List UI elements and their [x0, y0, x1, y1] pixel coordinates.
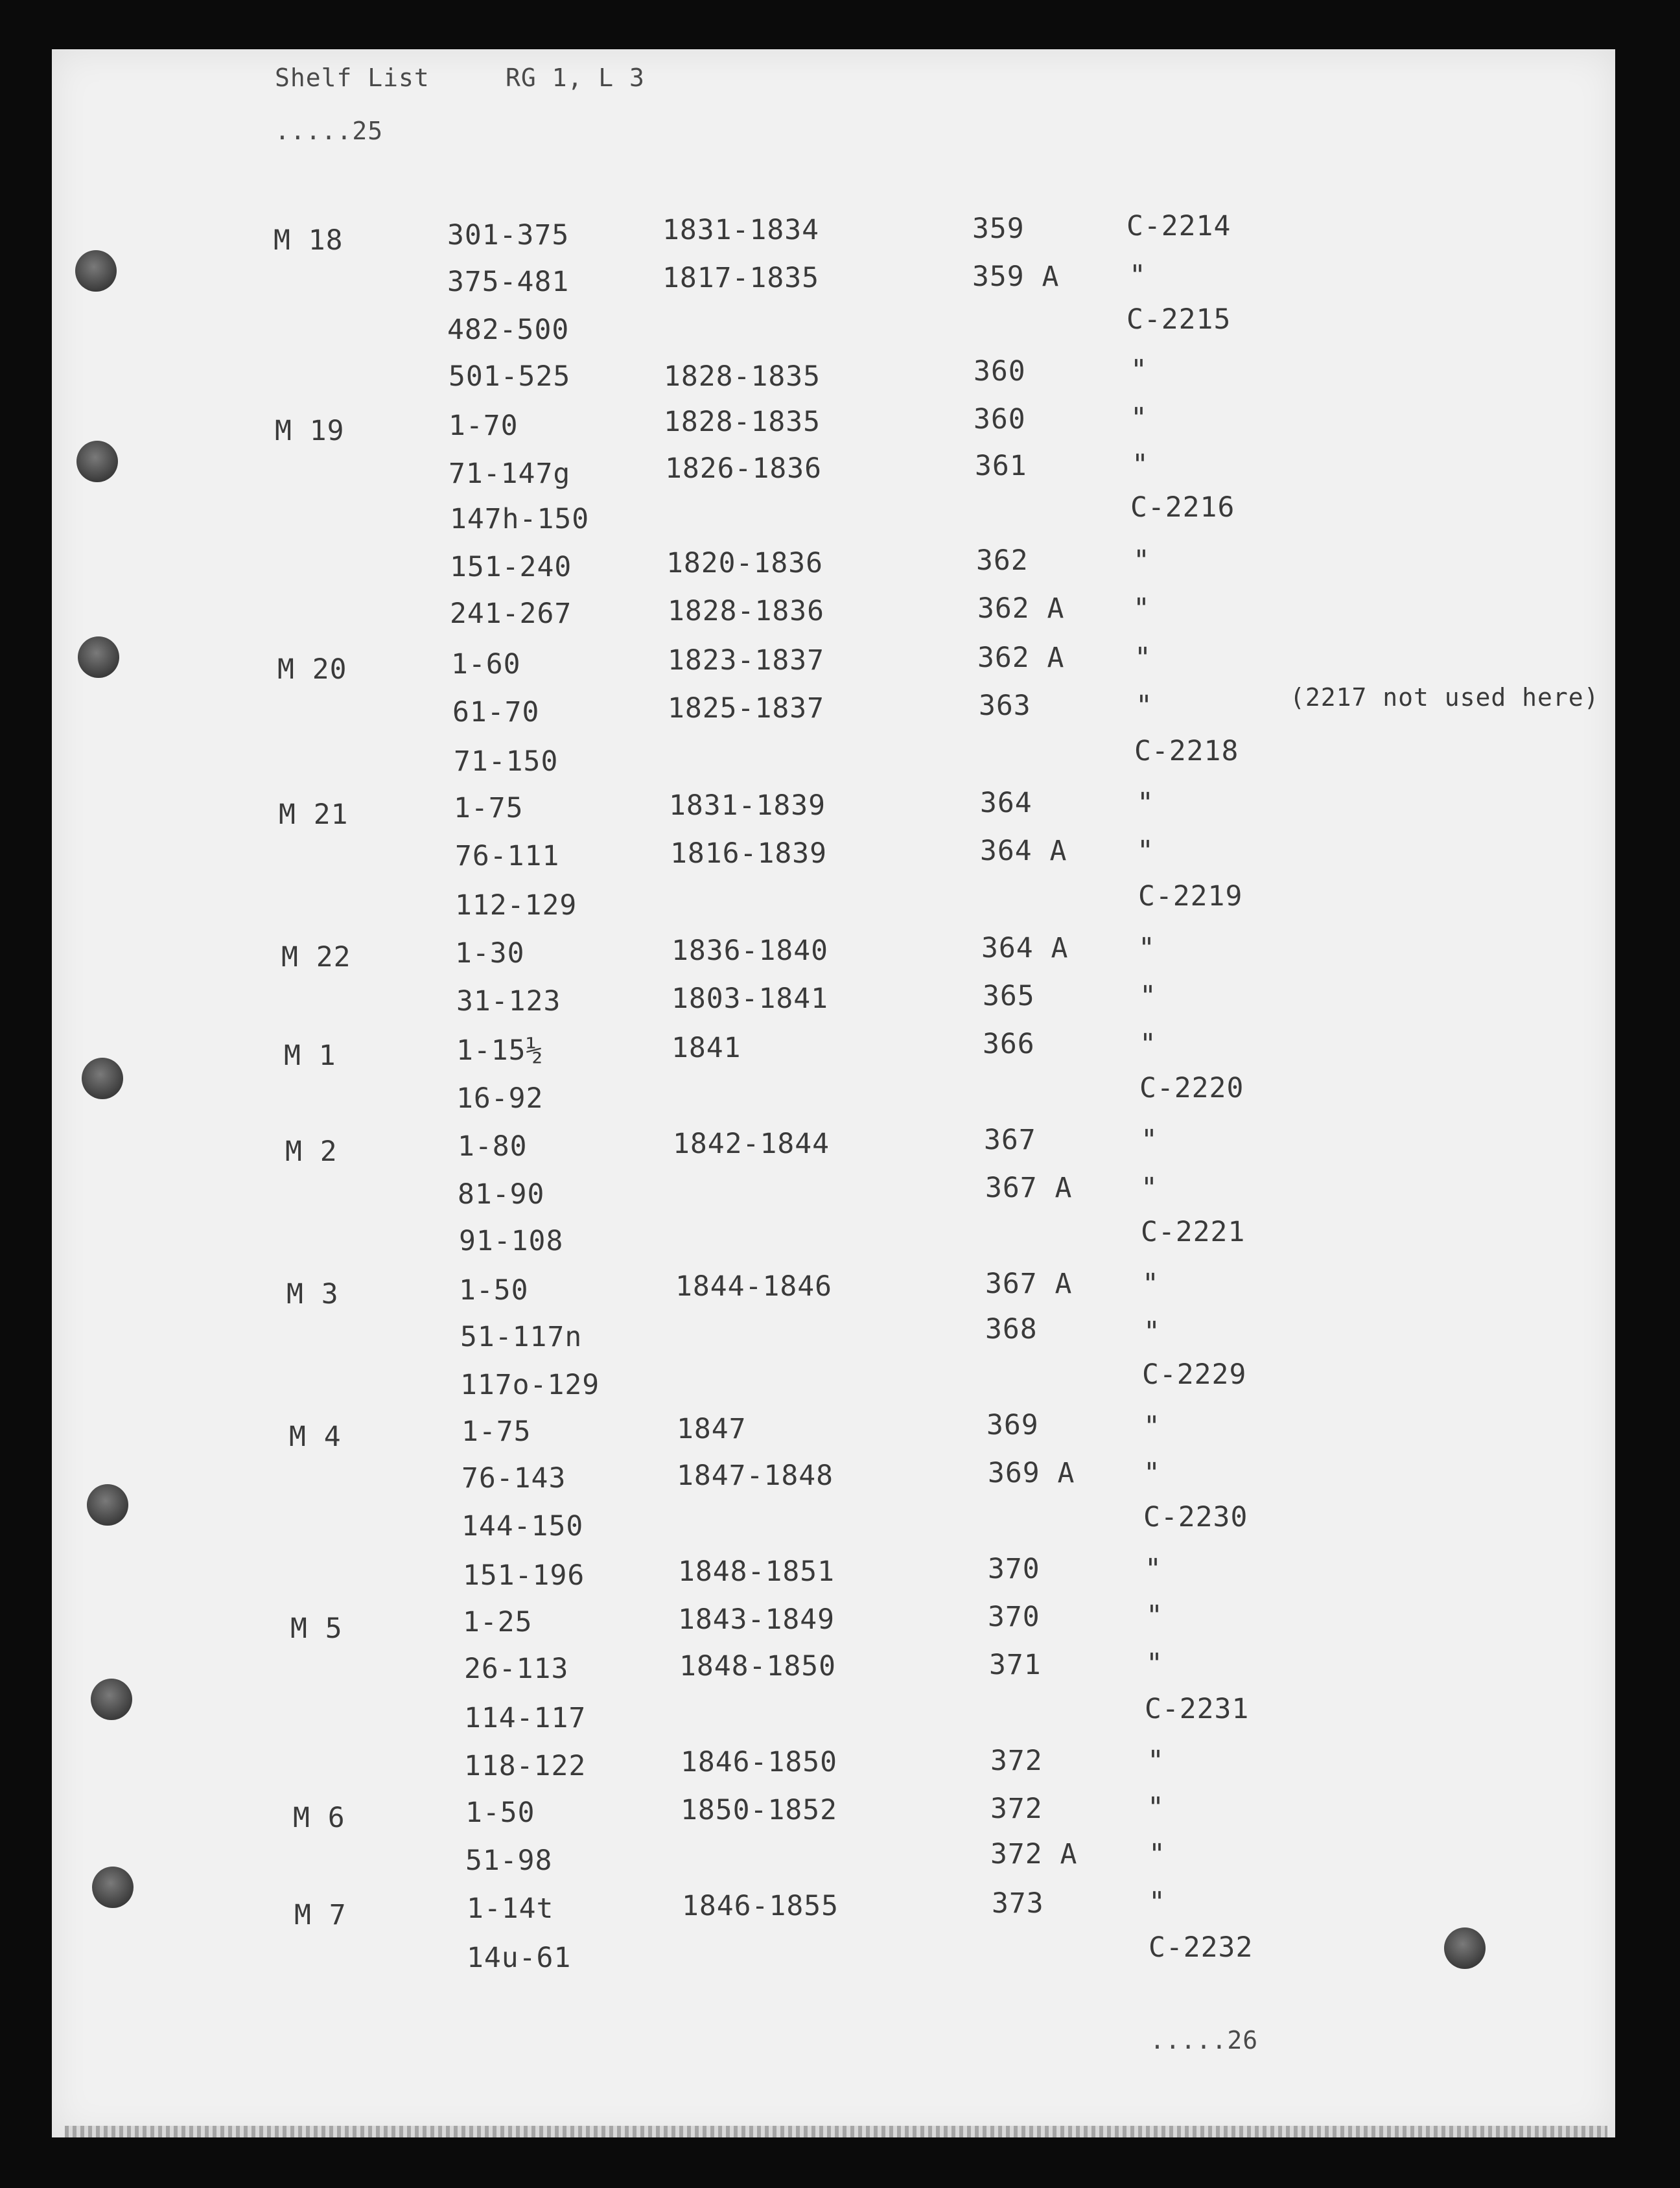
row-9-code: ": [1134, 642, 1152, 674]
row-26-dates: 1847-1848: [677, 1460, 834, 1492]
row-33-code: ": [1147, 1791, 1165, 1824]
record-group-label: RG 1, L 3: [506, 64, 645, 92]
row-8-dates: 1828-1836: [668, 595, 824, 627]
row-8-range: 241-267: [450, 598, 572, 630]
row-13-volume: 364 A: [980, 835, 1068, 867]
row-28-volume: 370: [988, 1553, 1040, 1585]
row-4-range: 1-70: [449, 410, 519, 442]
row-27-code: C-2230: [1143, 1501, 1248, 1533]
row-12-range: 1-75: [454, 792, 524, 824]
row-3-dates: 1828-1835: [664, 360, 821, 393]
row-10-code: ": [1136, 690, 1153, 722]
row-17-volume: 366: [983, 1028, 1035, 1060]
row-29-range: 1-25: [463, 1606, 533, 1638]
punch-hole-1: [75, 250, 117, 292]
row-25-range: 1-75: [461, 1415, 531, 1448]
row-30-volume: 371: [989, 1649, 1042, 1681]
row-2-range: 482-500: [447, 314, 570, 346]
punch-hole-3: [78, 636, 119, 678]
punch-hole-4: [82, 1058, 123, 1099]
punch-hole-2: [76, 441, 118, 482]
row-25-series: M 4: [289, 1421, 342, 1453]
row-22-range: 1-50: [459, 1274, 529, 1307]
row-16-volume: 365: [983, 980, 1035, 1012]
row-14-code: C-2219: [1138, 880, 1243, 913]
row-34-range: 51-98: [465, 1845, 553, 1877]
row-18-range: 16-92: [456, 1082, 544, 1115]
row-7-volume: 362: [976, 544, 1029, 577]
row-36-range: 14u-61: [467, 1942, 572, 1974]
row-0-volume: 359: [972, 213, 1025, 245]
row-26-code: ": [1143, 1457, 1161, 1489]
row-27-range: 144-150: [461, 1510, 584, 1542]
row-15-range: 1-30: [455, 937, 525, 970]
row-21-range: 91-108: [459, 1225, 564, 1257]
row-25-dates: 1847: [677, 1413, 747, 1445]
row-34-code: ": [1149, 1838, 1166, 1870]
page-ref-top: .....25: [275, 117, 384, 145]
row-3-range: 501-525: [449, 360, 571, 393]
row-3-code: ": [1130, 354, 1148, 386]
row-19-series: M 2: [285, 1135, 338, 1168]
row-0-code: C-2214: [1126, 210, 1231, 242]
row-10-dates: 1825-1837: [668, 692, 824, 725]
row-13-range: 76-111: [455, 840, 560, 872]
row-20-code: ": [1141, 1172, 1158, 1204]
row-19-code: ": [1141, 1124, 1158, 1156]
row-15-series: M 22: [281, 941, 351, 973]
punch-hole-8: [1444, 1927, 1486, 1969]
punch-hole-5: [87, 1484, 128, 1526]
row-0-series: M 18: [274, 224, 344, 257]
row-19-range: 1-80: [458, 1130, 528, 1163]
row-29-series: M 5: [290, 1612, 343, 1645]
row-28-code: ": [1145, 1553, 1162, 1585]
scan-edge: [65, 2126, 1607, 2137]
row-33-volume: 372: [990, 1793, 1043, 1825]
row-29-dates: 1843-1849: [678, 1603, 835, 1636]
row-24-range: 117o-129: [460, 1369, 600, 1401]
row-20-volume: 367 A: [985, 1172, 1073, 1204]
row-35-volume: 373: [992, 1887, 1044, 1920]
row-29-volume: 370: [988, 1601, 1040, 1633]
punch-hole-7: [92, 1867, 134, 1908]
row-5-volume: 361: [975, 450, 1027, 482]
row-23-range: 51-117n: [460, 1321, 583, 1353]
row-2-code: C-2215: [1126, 303, 1231, 336]
row-32-dates: 1846-1850: [681, 1746, 837, 1778]
row-5-range: 71-147g: [449, 458, 571, 490]
row-30-dates: 1848-1850: [679, 1650, 836, 1682]
row-16-code: ": [1139, 980, 1157, 1012]
row-5-dates: 1826-1836: [665, 452, 822, 485]
row-9-volume: 362 A: [977, 642, 1065, 674]
row-4-code: ": [1130, 402, 1148, 434]
row-22-series: M 3: [286, 1278, 339, 1310]
row-20-range: 81-90: [458, 1178, 545, 1211]
row-10-range: 61-70: [452, 696, 540, 728]
row-33-series: M 6: [293, 1802, 345, 1834]
row-17-dates: 1841: [671, 1032, 741, 1064]
row-9-range: 1-60: [451, 648, 521, 681]
row-13-code: ": [1137, 835, 1154, 867]
row-19-volume: 367: [984, 1124, 1036, 1156]
row-22-code: ": [1142, 1268, 1160, 1300]
row-31-range: 114-117: [464, 1702, 587, 1734]
row-19-dates: 1842-1844: [673, 1128, 830, 1160]
row-3-volume: 360: [974, 355, 1026, 388]
row-35-dates: 1846-1855: [682, 1890, 839, 1922]
row-12-series: M 21: [279, 798, 349, 831]
row-12-volume: 364: [980, 787, 1032, 819]
row-28-dates: 1848-1851: [678, 1555, 835, 1588]
row-34-volume: 372 A: [990, 1838, 1078, 1870]
row-16-range: 31-123: [456, 985, 561, 1018]
row-1-code: ": [1129, 259, 1147, 292]
row-21-code: C-2221: [1141, 1216, 1246, 1248]
row-1-volume: 359 A: [972, 261, 1060, 293]
row-33-dates: 1850-1852: [681, 1794, 837, 1826]
row-31-code: C-2231: [1145, 1693, 1250, 1725]
row-30-code: ": [1146, 1647, 1163, 1680]
row-7-dates: 1820-1836: [666, 547, 823, 579]
row-9-dates: 1823-1837: [668, 644, 824, 677]
note-2217: (2217 not used here): [1290, 683, 1600, 712]
row-23-code: ": [1143, 1316, 1161, 1348]
row-24-code: C-2229: [1142, 1358, 1247, 1391]
row-33-range: 1-50: [465, 1797, 535, 1829]
row-25-code: ": [1143, 1410, 1161, 1443]
row-35-range: 1-14t: [467, 1892, 554, 1925]
row-15-dates: 1836-1840: [671, 935, 828, 967]
row-15-volume: 364 A: [981, 932, 1069, 964]
row-8-code: ": [1133, 592, 1150, 625]
row-4-volume: 360: [974, 403, 1026, 436]
page-ref-bottom: .....26: [1150, 2026, 1259, 2054]
row-6-code: C-2216: [1130, 491, 1235, 524]
row-1-range: 375-481: [447, 266, 570, 298]
row-35-code: ": [1149, 1886, 1166, 1918]
row-17-range: 1-15½: [456, 1034, 544, 1067]
row-16-dates: 1803-1841: [671, 983, 828, 1015]
row-32-range: 118-122: [464, 1750, 587, 1782]
row-28-range: 151-196: [463, 1559, 585, 1592]
row-22-dates: 1844-1846: [675, 1270, 832, 1303]
row-8-volume: 362 A: [977, 592, 1065, 625]
row-17-code: ": [1139, 1028, 1157, 1060]
row-1-dates: 1817-1835: [662, 262, 819, 294]
row-15-code: ": [1138, 932, 1156, 964]
row-36-code: C-2232: [1149, 1931, 1254, 1964]
row-17-series: M 1: [284, 1040, 336, 1072]
row-5-code: ": [1132, 448, 1149, 481]
row-7-code: ": [1133, 544, 1150, 577]
row-12-dates: 1831-1839: [669, 789, 826, 822]
row-32-volume: 372: [990, 1745, 1043, 1777]
row-4-series: M 19: [275, 415, 345, 447]
row-9-series: M 20: [277, 653, 347, 686]
row-11-code: C-2218: [1134, 735, 1239, 767]
row-26-range: 76-143: [461, 1462, 566, 1495]
row-32-code: ": [1147, 1745, 1165, 1777]
row-25-volume: 369: [986, 1409, 1039, 1441]
row-0-range: 301-375: [447, 219, 570, 251]
row-22-volume: 367 A: [985, 1268, 1073, 1300]
row-12-code: ": [1137, 787, 1154, 819]
row-30-range: 26-113: [464, 1653, 569, 1685]
row-0-dates: 1831-1834: [662, 214, 819, 246]
row-29-code: ": [1146, 1600, 1163, 1632]
row-26-volume: 369 A: [988, 1457, 1075, 1489]
row-7-range: 151-240: [450, 551, 572, 583]
row-35-series: M 7: [294, 1899, 347, 1931]
row-4-dates: 1828-1835: [664, 406, 821, 438]
row-23-volume: 368: [985, 1313, 1038, 1345]
shelf-list-heading: Shelf List: [275, 64, 430, 92]
row-11-range: 71-150: [454, 745, 559, 778]
row-6-range: 147h-150: [450, 503, 590, 535]
row-18-code: C-2220: [1139, 1072, 1244, 1104]
punch-hole-6: [91, 1679, 132, 1720]
row-13-dates: 1816-1839: [670, 837, 827, 870]
row-10-volume: 363: [979, 690, 1031, 722]
row-14-range: 112-129: [455, 889, 578, 922]
